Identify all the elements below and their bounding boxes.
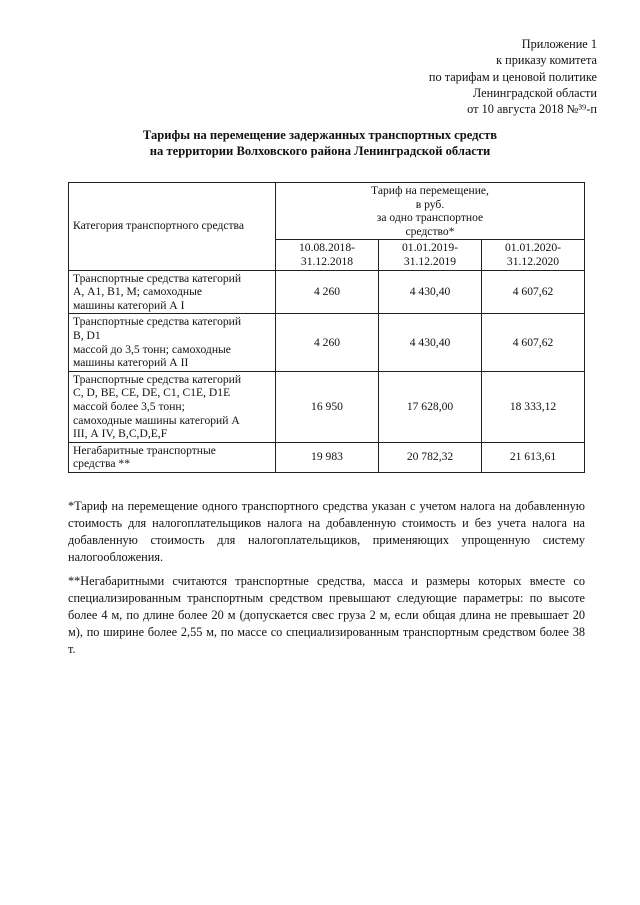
category-header: Категория транспортного средства bbox=[69, 183, 276, 271]
period-header: 01.01.2020- 31.12.2020 bbox=[482, 240, 585, 270]
tariff-value: 4 430,40 bbox=[379, 314, 482, 371]
table-row bbox=[69, 270, 585, 314]
appendix-line: к приказу комитета bbox=[496, 53, 597, 68]
tariff-value: 4 260 bbox=[276, 314, 379, 371]
tariff-header bbox=[276, 183, 585, 240]
tariff-value: 18 333,12 bbox=[482, 371, 585, 442]
tariff-header-line: Тариф на перемещение, bbox=[371, 184, 489, 197]
table-header-row bbox=[69, 183, 585, 240]
category-cell: Транспортные средства категорий А, А1, В1, М; самоходные машины категорий А I bbox=[69, 270, 276, 314]
tariff-header-line: средство* bbox=[405, 224, 455, 238]
appendix-line: по тарифам и ценовой политике bbox=[428, 69, 597, 84]
title-line-2: на территории Волховского района Ленинградской области bbox=[149, 144, 491, 158]
footnote-vat: *Тариф на перемещение одного транспортного средства указан с учетом налога на добавленную стоимость для налогоплательщиков налога на добавленную стоимость и без учета налога на добавленную стоимость для налогоплательщиков, применяющих упрощенную систему налогообложения. bbox=[68, 499, 585, 564]
document-title bbox=[0, 127, 640, 159]
tariff-value: 4 430,40 bbox=[379, 270, 482, 314]
tariff-table bbox=[68, 182, 585, 473]
category-cell: Негабаритные транспортные средства ** bbox=[69, 442, 276, 472]
period-header: 10.08.2018- 31.12.2018 bbox=[276, 240, 379, 270]
tariff-value: 19 983 bbox=[276, 442, 379, 472]
period-header: 01.01.2019- 31.12.2019 bbox=[379, 240, 482, 270]
appendix-line: Приложение 1 bbox=[521, 37, 597, 51]
tariff-value: 21 613,61 bbox=[482, 442, 585, 472]
tariff-value: 4 607,62 bbox=[482, 270, 585, 314]
tariff-value: 4 607,62 bbox=[482, 314, 585, 371]
tariff-value: 20 782,32 bbox=[379, 442, 482, 472]
appendix-block bbox=[367, 36, 597, 117]
footnote-oversized: **Негабаритными считаются транспортные средства, масса и размеры которых вместе со специализированным транспортным средством превышают следующие параметры: по высоте более 4 м, по длине более 20 м (допускается свес груза 2 м, если общая длина не превышает 20 м), по ширине более 2,55 м, по массе со специализированным транспортным средством более 38 т. bbox=[68, 574, 585, 656]
table-row bbox=[69, 442, 585, 472]
title-line-1: Тарифы на перемещение задержанных транспортных средств bbox=[142, 128, 498, 142]
table-row bbox=[69, 314, 585, 371]
appendix-order-date: от 10 августа 2018 №³⁹-п bbox=[467, 102, 597, 117]
tariff-header-line: в руб. bbox=[415, 197, 445, 211]
tariff-value: 16 950 bbox=[276, 371, 379, 442]
tariff-header-line: за одно транспортное bbox=[376, 211, 484, 225]
category-cell: Транспортные средства категорий В, D1 массой до 3,5 тонн; самоходные машины категорий А II bbox=[69, 314, 276, 371]
category-cell: Транспортные средства категорий С, D, ВЕ, СЕ, DЕ, С1, С1Е, D1Е массой более 3,5 тонн; самоходные машины категорий А III, А IV, В,С,D,Е,F bbox=[69, 371, 276, 442]
appendix-line: Ленинградской области bbox=[472, 85, 597, 100]
table-row bbox=[69, 371, 585, 442]
tariff-value: 4 260 bbox=[276, 270, 379, 314]
tariff-value: 17 628,00 bbox=[379, 371, 482, 442]
